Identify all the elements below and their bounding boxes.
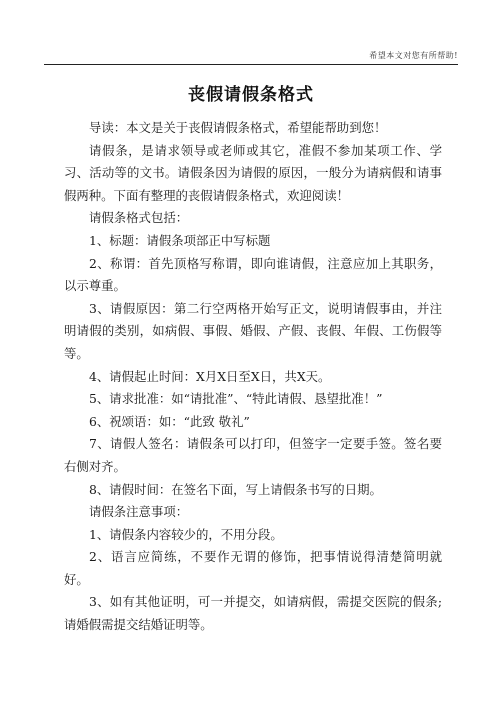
header-note: 希望本文对您有所帮助! [369, 51, 458, 60]
definition-paragraph: 请假条，是请求领导或老师或其它，准假不参加某项工作、学习、活动等的文书。请假条因为请假的原因，一般分为请病假和请事假两种。下面有整理的丧假请假条格式，欢迎阅读！ [64, 142, 442, 203]
format-item-salutation: 2、称谓：首先顶格写称谓，即向谁请假，注意应加上其职务，以示尊重。 [64, 255, 442, 294]
document-body [64, 117, 442, 637]
format-item-date: 8、请假时间：在签名下面，写上请假条书写的日期。 [89, 481, 382, 497]
format-item-reason: 3、请假原因：第二行空两格开始写正文，说明请假事由，并注明请假的类别，如病假、事假、婚假、产假、丧假、年假、工伤假等等。 [64, 300, 442, 361]
format-item-signature: 7、请假人签名：请假条可以打印，但签字一定要手签。签名要右侧对齐。 [64, 436, 442, 474]
note-item-proof: 3、如有其他证明，可一并提交，如请病假，需提交医院的假条;请婚假需提交结婚证明等。 [64, 594, 442, 633]
note-item-concise: 2、语言应简练，不要作无谓的修饰，把事情说得清楚简明就好。 [64, 549, 442, 587]
format-heading: 请假条格式包括： [89, 210, 189, 226]
format-item-request: 5、请求批准：如“请批准”、“特此请假、恳望批准！” [89, 391, 383, 407]
intro-paragraph: 导读：本文是关于丧假请假条格式，希望能帮助到您！ [89, 120, 387, 135]
header-divider [44, 64, 458, 65]
notes-heading: 请假条注意事项： [89, 504, 189, 520]
page-title: 丧假请假条格式 [188, 85, 314, 105]
format-item-period: 4、请假起止时间：X月X日至X日，共X天。 [89, 368, 331, 384]
format-item-title: 1、标题：请假条项部正中写标题 [89, 232, 271, 248]
note-item-brief: 1、请假条内容较少的，不用分段。 [89, 526, 283, 542]
format-item-greeting: 6、祝颂语：如：“此致 敬礼” [89, 413, 250, 429]
